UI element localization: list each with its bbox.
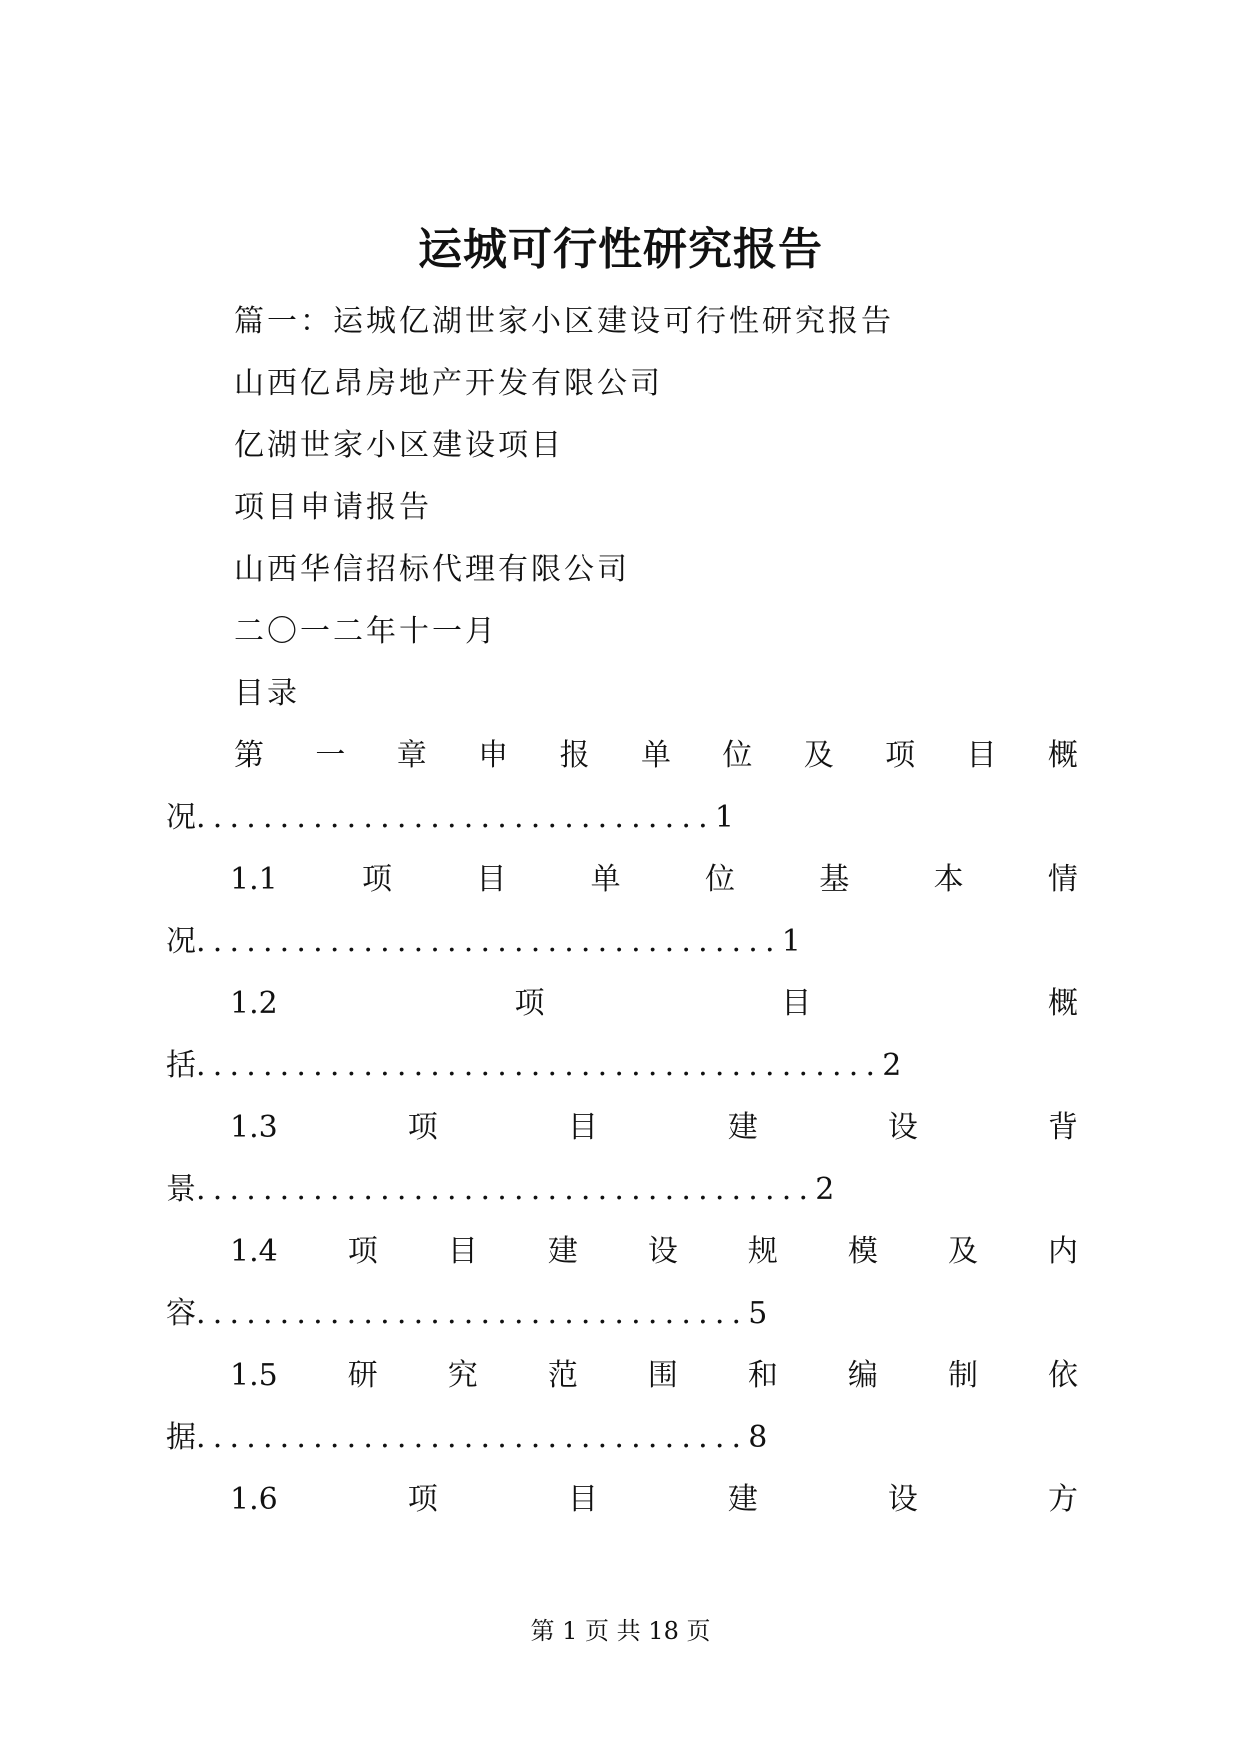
toc-entry-tail-char: 括 [166,1048,196,1083]
toc-entry-token: 设 [647,1234,678,1269]
toc-dot-leader: ......................................... [196,1048,883,1083]
toc-entry-token: 建 [547,1234,578,1269]
toc-entry-token: 申 [478,738,509,773]
toc-entry-token: 建 [727,1110,758,1145]
toc-entry-token: 目 [567,1110,598,1145]
toc-entry-token: 单 [640,738,671,773]
toc-entry-token: 第 [234,738,264,773]
toc-entry-token: 1.6 [230,1482,278,1517]
toc-entry-continuation [166,1046,901,1086]
toc-page-number: 1 [781,924,801,959]
toc-entry-token: 单 [590,862,621,897]
toc-entry-token: 范 [547,1358,578,1393]
toc-page-number: 2 [815,1172,835,1207]
page-footer: 第 1 页 共 18 页 [530,1617,711,1645]
toc-entry-token: 情 [1047,862,1078,897]
toc-entry-token: 研 [347,1358,378,1393]
toc-entry-token: 背 [1047,1110,1078,1145]
toc-entry-token: 目 [781,986,812,1021]
toc-entry-token: 项 [362,862,393,897]
toc-entry-heading [234,736,1078,776]
toc-entry-token: 概 [1047,738,1078,773]
toc-entry-tail-char: 景 [166,1172,196,1207]
toc-entry-token: 项 [514,986,545,1021]
toc-entry-token: 内 [1047,1234,1078,1269]
toc-entry-token: 1.2 [230,986,278,1021]
toc-entry-continuation [166,1418,767,1458]
toc-entry-token: 制 [947,1358,978,1393]
toc-entry-token: 1.5 [230,1358,278,1393]
paragraph-agency: 山西华信招标代理有限公司 [234,552,630,587]
toc-entry-tail-char: 据 [166,1420,196,1455]
toc-entry-token: 一 [315,738,346,773]
toc-entry-token: 及 [803,738,834,773]
toc-entry-continuation [166,922,801,962]
toc-dot-leader: ............................... [196,800,715,835]
toc-entry-continuation [166,1294,767,1334]
toc-entry-tail-char: 况 [166,800,196,835]
toc-entry-token: 究 [447,1358,478,1393]
toc-page-number: 1 [714,800,734,835]
toc-entry-token: 位 [704,862,735,897]
toc-entry-continuation [166,798,734,838]
paragraph-toc-heading: 目录 [234,676,300,711]
toc-entry-heading [230,1480,1078,1520]
toc-entry-token: 设 [887,1110,918,1145]
toc-entry-token: 项 [407,1482,438,1517]
toc-entry-token: 本 [933,862,964,897]
toc-entry-tail-char: 容 [166,1296,196,1331]
toc-entry-token: 目 [476,862,507,897]
toc-page-number: 8 [748,1420,768,1455]
toc-entry-token: 模 [847,1234,878,1269]
toc-dot-leader: ................................. [196,1420,749,1455]
toc-dot-leader: ................................... [196,924,782,959]
toc-entry-token: 报 [559,738,590,773]
paragraph-project-name: 亿湖世家小区建设项目 [234,428,564,463]
toc-entry-heading [230,860,1078,900]
toc-entry-token: 编 [847,1358,878,1393]
toc-entry-token: 建 [727,1482,758,1517]
toc-entry-token: 1.1 [230,862,278,897]
paragraph-article-heading: 篇一：运城亿湖世家小区建设可行性研究报告 [234,304,894,339]
toc-entry-token: 目 [567,1482,598,1517]
toc-entry-token: 概 [1047,986,1078,1021]
toc-entry-heading [230,1108,1078,1148]
paragraph-date: 二〇一二年十一月 [234,614,498,649]
toc-entry-token: 规 [747,1234,778,1269]
toc-entry-token: 及 [947,1234,978,1269]
toc-entry-token: 依 [1047,1358,1078,1393]
paragraph-company: 山西亿昂房地产开发有限公司 [234,366,663,401]
toc-dot-leader: ..................................... [196,1172,816,1207]
toc-entry-token: 基 [819,862,850,897]
document-title: 运城可行性研究报告 [418,224,823,275]
toc-entry-token: 项 [407,1110,438,1145]
toc-entry-token: 1.3 [230,1110,278,1145]
toc-dot-leader: ................................. [196,1296,749,1331]
toc-entry-token: 目 [966,738,997,773]
toc-entry-token: 围 [647,1358,678,1393]
toc-page-number: 5 [748,1296,768,1331]
toc-entry-heading [230,1232,1078,1272]
toc-entry-token: 目 [447,1234,478,1269]
toc-entry-heading [230,1356,1078,1396]
toc-entry-token: 和 [747,1358,778,1393]
toc-entry-token: 方 [1047,1482,1078,1517]
toc-entry-token: 1.4 [230,1234,278,1269]
toc-entry-token: 项 [347,1234,378,1269]
toc-entry-continuation [166,1170,834,1210]
toc-entry-heading [230,984,1078,1024]
toc-entry-token: 位 [722,738,753,773]
toc-page-number: 2 [882,1048,902,1083]
toc-entry-token: 项 [885,738,916,773]
toc-entry-token: 设 [887,1482,918,1517]
paragraph-report-type: 项目申请报告 [234,490,432,525]
toc-entry-tail-char: 况 [166,924,196,959]
toc-entry-token: 章 [396,738,427,773]
